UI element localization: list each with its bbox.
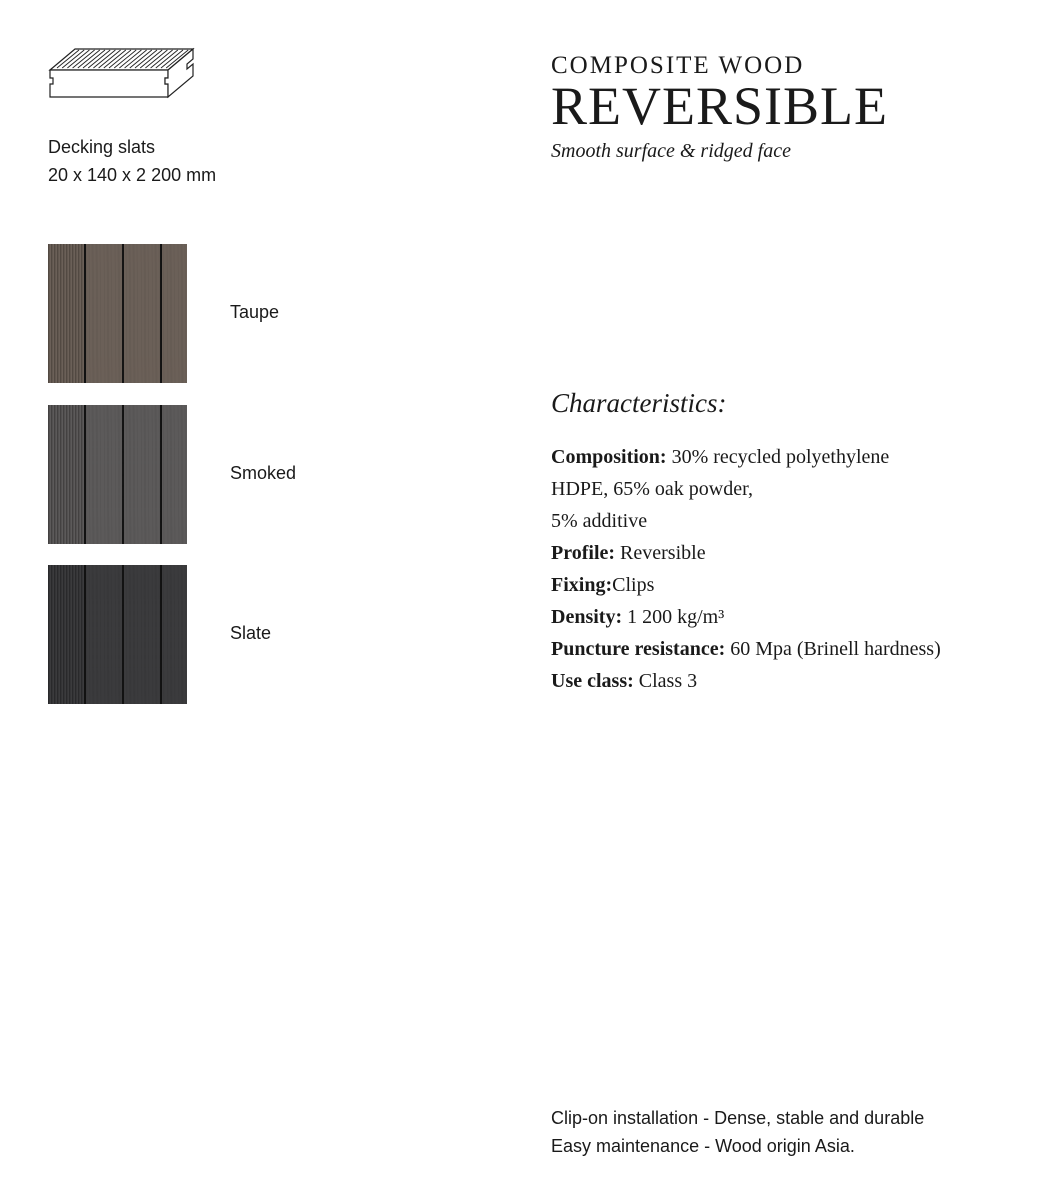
- composition-line-3: 5% additive: [551, 510, 648, 532]
- composition-label: Composition:: [551, 446, 667, 468]
- product-info: [48, 133, 216, 189]
- fixing-line: [551, 569, 991, 601]
- density-value: 1 200 kg/m³: [622, 606, 725, 628]
- profile-label: Profile:: [551, 542, 616, 564]
- footer-line-2: Easy maintenance - Wood origin Asia.: [551, 1136, 855, 1156]
- useclass-value: Class 3: [633, 670, 698, 692]
- fixing-label: Fixing:: [551, 574, 613, 596]
- swatch-label: Smoked: [230, 463, 297, 483]
- puncture-label: Puncture resistance:: [551, 638, 726, 660]
- swatch-image: [48, 244, 187, 383]
- composition-line: [551, 441, 991, 473]
- puncture-value: 60 Mpa (Brinell hardness): [725, 638, 941, 660]
- header-subtitle: COMPOSITE WOOD: [551, 52, 805, 79]
- profile-line: [551, 537, 991, 569]
- useclass-line: [551, 665, 991, 697]
- product-dimensions: 20 x 140 x 2 200 mm: [48, 165, 217, 185]
- footer: [551, 1104, 924, 1160]
- profile-value: Reversible: [615, 542, 706, 564]
- swatch-taupe: [48, 244, 448, 384]
- useclass-label: Use class:: [551, 670, 634, 692]
- swatch-image: [48, 405, 187, 544]
- composition-line-2: HDPE, 65% oak powder,: [551, 478, 753, 500]
- header-tagline: Smooth surface & ridged face: [551, 140, 791, 162]
- header: [551, 52, 888, 163]
- characteristics-title: Characteristics:: [551, 388, 727, 418]
- swatch-image: [48, 565, 187, 704]
- swatch-smoked: [48, 405, 448, 545]
- fixing-value: Clips: [612, 574, 655, 596]
- characteristics-list: [551, 441, 991, 697]
- swatch-label: Slate: [230, 623, 272, 643]
- density-line: [551, 601, 991, 633]
- decking-slat-profile-icon: [47, 46, 197, 102]
- product-name: Decking slats: [48, 137, 156, 157]
- composition-value: 30% recycled polyethylene: [666, 446, 890, 468]
- density-label: Density:: [551, 606, 623, 628]
- puncture-line: [551, 633, 991, 665]
- swatch-slate: [48, 565, 448, 705]
- header-title: REVERSIBLE: [551, 76, 889, 136]
- swatch-label: Taupe: [230, 302, 280, 322]
- footer-line-1: Clip-on installation - Dense, stable and durable: [551, 1108, 925, 1128]
